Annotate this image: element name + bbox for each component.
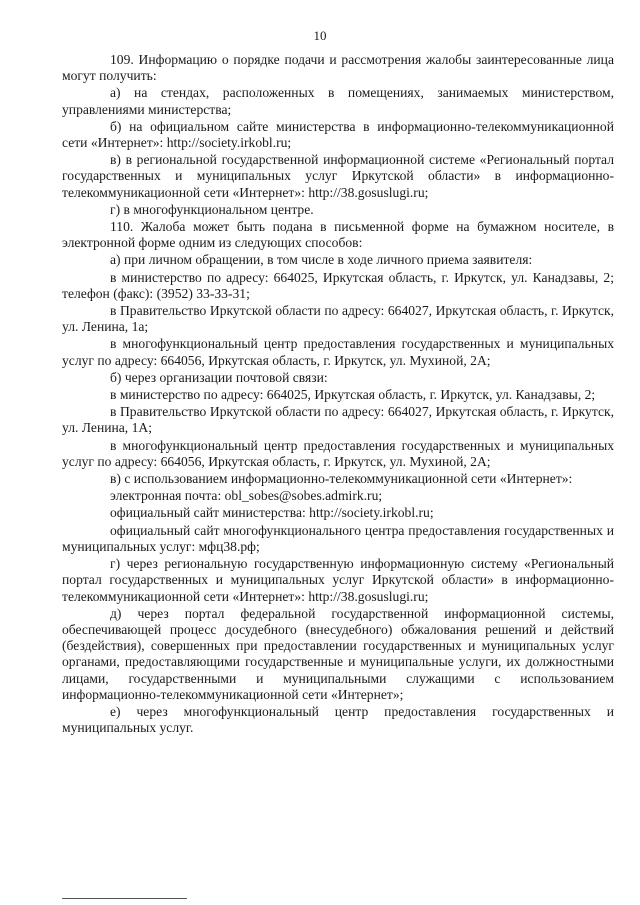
mfc-site-line: официальный сайт многофункционального центра предоставления государственных и муниципальных услуг: мфц38.рф; bbox=[62, 522, 614, 554]
paragraph-109-a: а) на стендах, расположенных в помещениях, занимаемых министерством, управлениями министерства; bbox=[62, 85, 614, 117]
address-mfc-post: в многофункциональный центр предоставления государственных и муниципальных услуг по адресу: 664056, Иркутская область, г. Иркутск, ул. Мухиной, 2А; bbox=[62, 437, 614, 469]
address-ministry-post: в министерство по адресу: 664025, Иркутская область, г. Иркутск, ул. Канадзавы, 2; bbox=[110, 387, 596, 403]
document-body bbox=[62, 52, 614, 737]
paragraph-110-a: а) при личном обращении, в том числе в ходе личного приема заявителя: bbox=[110, 252, 533, 268]
ministry-site-line: официальный сайт министерства: http://society.irkobl.ru; bbox=[110, 505, 434, 521]
paragraph-109-v: в) в региональной государственной информационной системе «Региональный портал государственных и муниципальных услуг Иркутской области» в информационно-телекоммуникационной сети «Интернет»: http://38.gosuslugi.ru; bbox=[62, 152, 614, 200]
paragraph-110-intro: 110. Жалоба может быть подана в письменной форме на бумажном носителе, в электронной форме одним из следующих способов: bbox=[62, 219, 614, 251]
footnote-divider bbox=[62, 898, 187, 899]
paragraph-109-b: б) на официальном сайте министерства в информационно-телекоммуникационной сети «Интернет»: http://society.irkobl.ru; bbox=[62, 118, 614, 151]
paragraph-110-b: б) через организации почтовой связи: bbox=[110, 369, 328, 385]
page-number: 10 bbox=[313, 28, 327, 43]
paragraph-110-g: г) через региональную государственную информационную систему «Региональный портал государственных и муниципальных услуг Иркутской области» в информационно-телекоммуникационной сети «Интернет»: http://38.gosuslugi.ru; bbox=[62, 556, 614, 604]
paragraph-109-intro: 109. Информацию о порядке подачи и рассмотрения жалобы заинтересованные лица могут получить: bbox=[62, 52, 614, 84]
paragraph-110-e: е) через многофункциональный центр предоставления государственных и муниципальных услуг. bbox=[62, 703, 614, 736]
email-line: электронная почта: obl_sobes@sobes.admirk.ru; bbox=[110, 488, 383, 504]
paragraph-110-d: д) через портал федеральной государственной информационной системы, обеспечивающей процесс досудебного (внесудебного) обжалования решений и действий (бездействия), совершенных при предоставлении государственных и муниципальных услуг органами, предоставляющими государственные и муниципальные услуги, их должностными лицами, государственными и муниципальными служащими с использованием информационно-телекоммуникационной сети «Интернет»; bbox=[62, 605, 614, 702]
paragraph-110-v: в) с использованием информационно-телекоммуникационной сети «Интернет»: bbox=[110, 471, 573, 487]
paragraph-109-g: г) в многофункциональном центре. bbox=[110, 201, 314, 217]
address-government-post: в Правительство Иркутской области по адресу: 664027, Иркутская область, г. Иркутск, ул. Ленина, 1А; bbox=[62, 404, 614, 436]
address-ministry-personal: в министерство по адресу: 664025, Иркутская область, г. Иркутск, ул. Канадзавы, 2; телефон (факс): (3952) 33-33-31; bbox=[62, 269, 614, 301]
address-government-personal: в Правительство Иркутской области по адресу: 664027, Иркутская область, г. Иркутск, ул. Ленина, 1а; bbox=[62, 303, 614, 335]
address-mfc-personal: в многофункциональный центр предоставления государственных и муниципальных услуг по адресу: 664056, Иркутская область, г. Иркутск, ул. Мухиной, 2А; bbox=[62, 336, 614, 368]
